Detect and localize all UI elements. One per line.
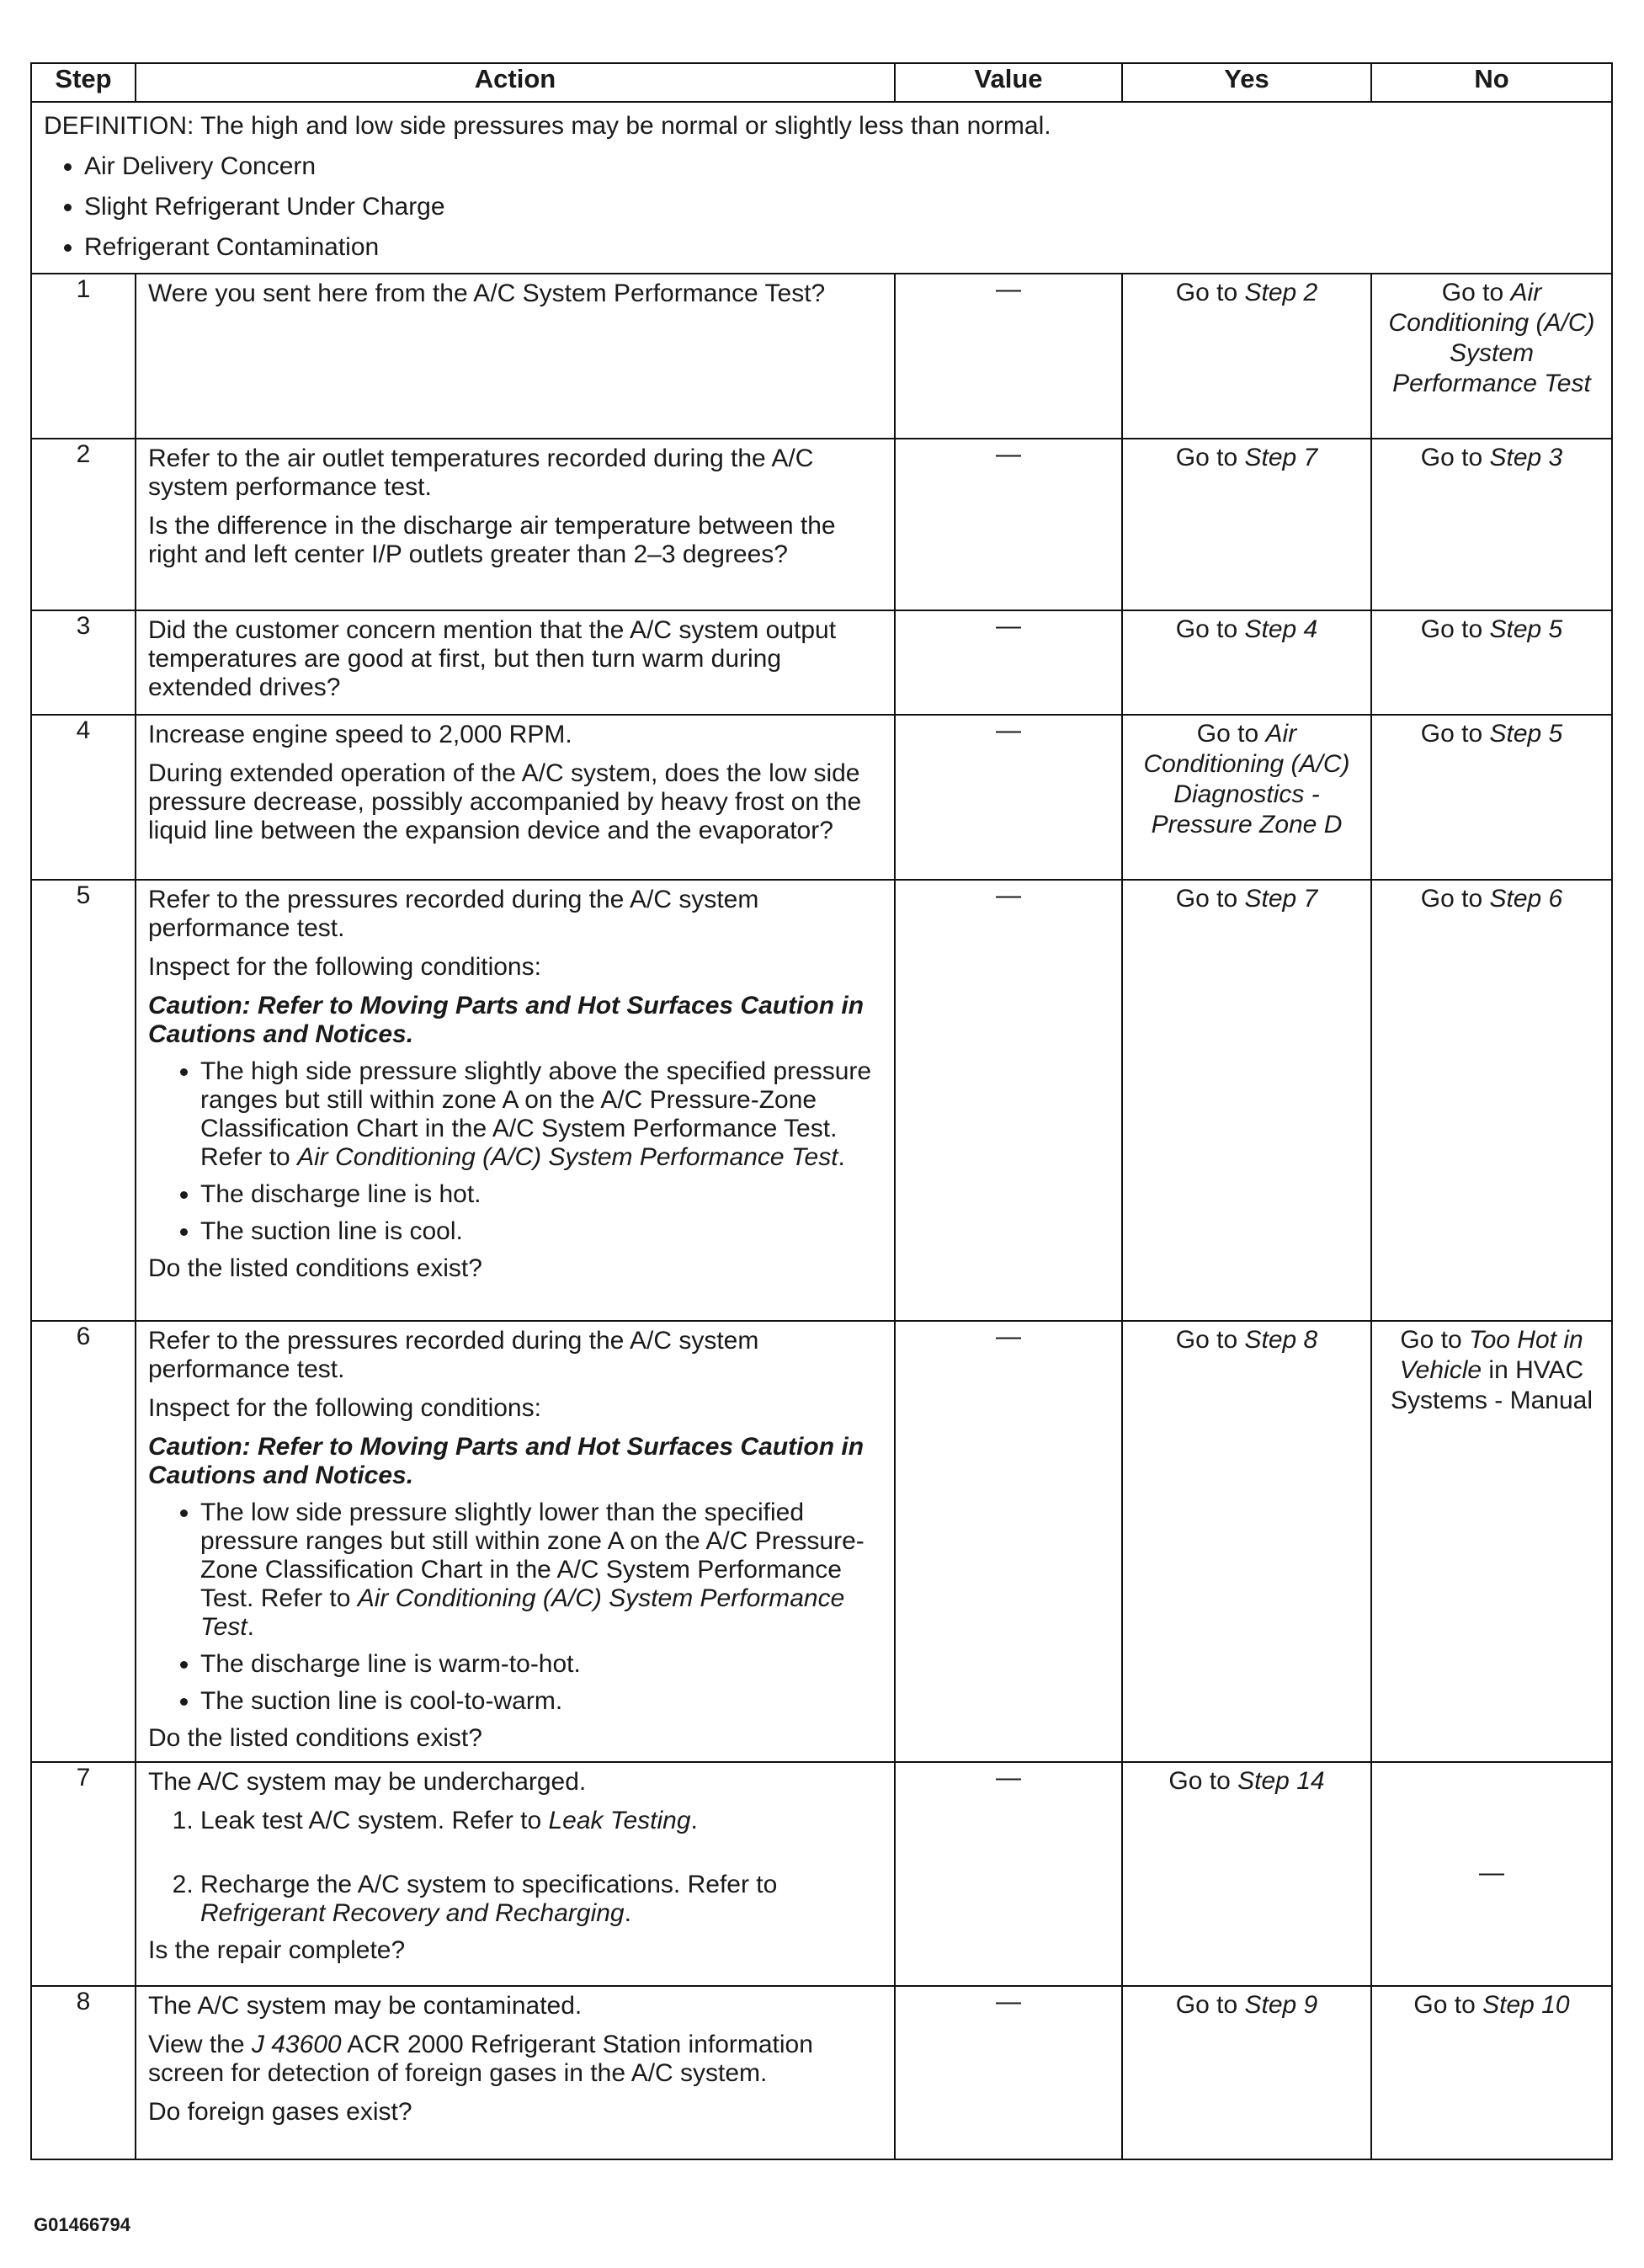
step-number: 1: [31, 274, 136, 439]
action-text: Inspect for the following conditions:: [148, 1394, 541, 1422]
no-cell: Go to Air Conditioning (A/C) System Performance Test: [1371, 274, 1612, 439]
header-row: [31, 63, 1612, 102]
condition-item: • The suction line is cool.: [200, 1217, 886, 1246]
reference-link[interactable]: Air Conditioning (A/C) System Performance Test: [200, 1584, 845, 1641]
definition-item: • Air Delivery Concern: [84, 146, 1599, 187]
table-row: [31, 1321, 1612, 1762]
no-cell: Go to Step 5: [1371, 715, 1612, 880]
yes-link[interactable]: Air Conditioning (A/C) Diagnostics - Pressure Zone D: [1143, 720, 1350, 839]
no-cell: Go to Step 5: [1371, 610, 1612, 715]
action-text: Did the customer concern mention that the A/C system output temperatures are good at first, but then turn warm during extended drives?: [148, 616, 837, 701]
value-cell: —: [895, 715, 1122, 880]
no-link[interactable]: Too Hot in Vehicle: [1399, 1326, 1583, 1384]
no-cell: Go to Step 3: [1371, 439, 1612, 610]
action-cell: [136, 880, 895, 1321]
value-cell: —: [895, 610, 1122, 715]
no-link[interactable]: Step 5: [1489, 720, 1563, 748]
no-link[interactable]: Step 6: [1489, 885, 1563, 913]
caution-text: Caution: Refer to Moving Parts and Hot Surfaces Caution in Cautions and Notices.: [148, 992, 865, 1048]
question-text: Do the listed conditions exist?: [148, 1724, 482, 1752]
action-text: Refer to the pressures recorded during the A/C system performance test.: [148, 1327, 759, 1383]
action-cell: [136, 715, 895, 880]
condition-item: • The discharge line is hot.: [200, 1180, 886, 1209]
step-number: 3: [31, 610, 136, 715]
yes-link[interactable]: Step 2: [1244, 279, 1318, 306]
action-cell: [136, 439, 895, 610]
reference-link[interactable]: Refrigerant Recovery and Recharging: [200, 1899, 625, 1927]
action-text: View the J 43600 ACR 2000 Refrigerant Station information screen for detection of foreign gases in the A/C system.: [148, 2031, 813, 2087]
step-number: 5: [31, 880, 136, 1321]
definition-item: • Slight Refrigerant Under Charge: [84, 187, 1599, 227]
yes-link[interactable]: Step 7: [1244, 885, 1318, 913]
caution-text: Caution: Refer to Moving Parts and Hot Surfaces Caution in Cautions and Notices.: [148, 1433, 865, 1489]
header-action: Action: [136, 63, 895, 102]
condition-item: • The low side pressure slightly lower than the specified pressure ranges but still within zone A on the A/C Pressure-Zone Classification Chart in the A/C System Performance Test. Refer to Air Conditioning (A/C) System Performance Test.: [200, 1499, 886, 1642]
yes-cell: Go to Step 7: [1122, 439, 1371, 610]
yes-cell: Go to Step 9: [1122, 1986, 1371, 2159]
table-row: [31, 1986, 1612, 2159]
procedure-item: 2. Recharge the A/C system to specifications. Refer to Refrigerant Recovery and Recharging.: [200, 1871, 886, 1928]
no-cell: Go to Too Hot in Vehicle in HVAC Systems - Manual: [1371, 1321, 1612, 1762]
question-text: Do foreign gases exist?: [148, 2098, 412, 2126]
tool-reference: J 43600: [251, 2031, 342, 2058]
no-link[interactable]: Step 3: [1489, 444, 1563, 471]
definition-row: [31, 102, 1612, 274]
procedure-item: 1. Leak test A/C system. Refer to Leak Testing.: [200, 1807, 886, 1835]
condition-item: • The high side pressure slightly above the specified pressure ranges but still within zone A on the A/C Pressure-Zone Classification Chart in the A/C System Performance Test. Refer to Air Conditioning (A/C) System Performance Test.: [200, 1057, 886, 1172]
question-text: Is the repair complete?: [148, 1936, 406, 1964]
definition-list: [44, 146, 1599, 268]
diagnostic-table: [30, 62, 1613, 2160]
yes-cell: Go to Step 4: [1122, 610, 1371, 715]
step-number: 4: [31, 715, 136, 880]
step-number: 7: [31, 1762, 136, 1986]
condition-item: • The suction line is cool-to-warm.: [200, 1687, 886, 1716]
question-text: Do the listed conditions exist?: [148, 1254, 482, 1282]
action-text: Increase engine speed to 2,000 RPM.: [148, 721, 572, 748]
no-link[interactable]: Step 10: [1482, 1991, 1570, 2019]
no-link[interactable]: Step 5: [1489, 615, 1563, 643]
yes-link[interactable]: Step 8: [1244, 1326, 1318, 1354]
yes-link[interactable]: Step 9: [1244, 1991, 1318, 2019]
no-cell: —: [1371, 1762, 1612, 1986]
yes-cell: Go to Step 14: [1122, 1762, 1371, 1986]
table-row: [31, 1762, 1612, 1986]
action-text: The A/C system may be contaminated.: [148, 1992, 583, 2020]
no-link[interactable]: Air Conditioning (A/C) System Performance Test: [1388, 279, 1595, 397]
definition-item: • Refrigerant Contamination: [84, 227, 1599, 268]
action-cell: [136, 1986, 895, 2159]
yes-link[interactable]: Step 14: [1237, 1767, 1325, 1795]
action-cell: [136, 610, 895, 715]
value-cell: —: [895, 880, 1122, 1321]
step-number: 2: [31, 439, 136, 610]
header-no: No: [1371, 63, 1612, 102]
header-step: Step: [31, 63, 136, 102]
reference-link[interactable]: Air Conditioning (A/C) System Performance Test: [297, 1143, 838, 1171]
table-row: [31, 274, 1612, 439]
action-cell: [136, 1321, 895, 1762]
condition-list: [148, 1057, 886, 1246]
condition-item: • The discharge line is warm-to-hot.: [200, 1650, 886, 1679]
definition-text: DEFINITION: The high and low side pressures may be normal or slightly less than normal.: [44, 112, 1051, 140]
value-cell: —: [895, 1762, 1122, 1986]
action-text: Inspect for the following conditions:: [148, 953, 541, 981]
yes-cell: Go to Air Conditioning (A/C) Diagnostics - Pressure Zone D: [1122, 715, 1371, 880]
value-cell: —: [895, 274, 1122, 439]
action-text: Is the difference in the discharge air temperature between the right and left center I/P outlets greater than 2–3 degrees?: [148, 512, 836, 568]
action-text: Refer to the pressures recorded during the A/C system performance test.: [148, 886, 759, 942]
value-cell: —: [895, 1321, 1122, 1762]
action-cell: [136, 274, 895, 439]
procedure-list: [148, 1807, 886, 1928]
table-row: [31, 439, 1612, 610]
yes-cell: Go to Step 7: [1122, 880, 1371, 1321]
step-number: 8: [31, 1986, 136, 2159]
value-cell: —: [895, 1986, 1122, 2159]
value-cell: —: [895, 439, 1122, 610]
yes-cell: Go to Step 2: [1122, 274, 1371, 439]
yes-link[interactable]: Step 4: [1244, 615, 1318, 643]
no-cell: Go to Step 10: [1371, 1986, 1612, 2159]
step-number: 6: [31, 1321, 136, 1762]
no-cell: Go to Step 6: [1371, 880, 1612, 1321]
table-row: [31, 610, 1612, 715]
action-text: Refer to the air outlet temperatures recorded during the A/C system performance test.: [148, 445, 814, 501]
action-cell: [136, 1762, 895, 1986]
yes-cell: Go to Step 8: [1122, 1321, 1371, 1762]
table-row: [31, 715, 1612, 880]
figure-id: G01466794: [34, 2214, 130, 2235]
action-text: The A/C system may be undercharged.: [148, 1768, 587, 1796]
yes-link[interactable]: Step 7: [1244, 444, 1318, 471]
action-text: During extended operation of the A/C system, does the low side pressure decrease, possibly accompanied by heavy frost on the liquid line between the expansion device and the evaporator?: [148, 759, 862, 844]
header-yes: Yes: [1122, 63, 1371, 102]
definition-cell: [31, 102, 1612, 274]
condition-list: [148, 1499, 886, 1716]
reference-link[interactable]: Leak Testing: [548, 1807, 691, 1834]
header-value: Value: [895, 63, 1122, 102]
action-text: Were you sent here from the A/C System Performance Test?: [148, 280, 826, 307]
table-row: [31, 880, 1612, 1321]
